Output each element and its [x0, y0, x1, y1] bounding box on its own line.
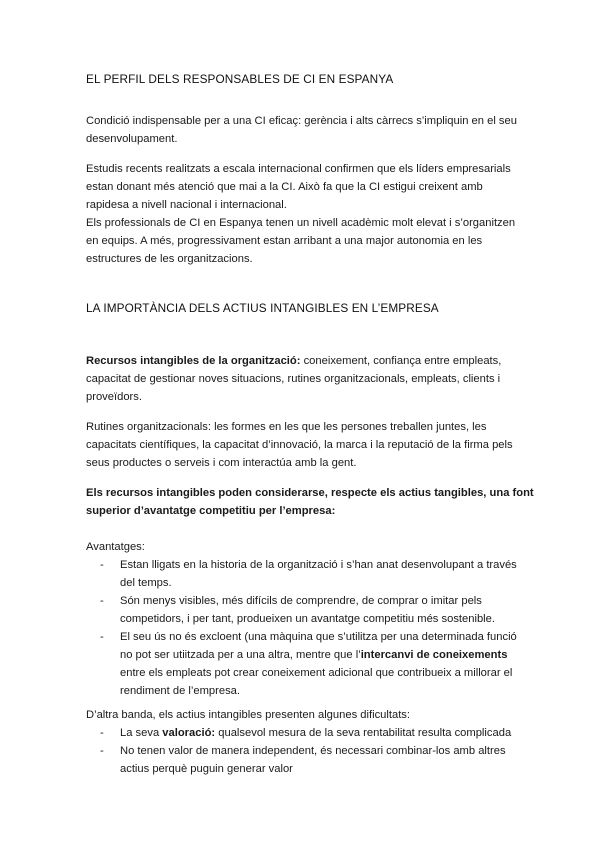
text-line: en equips. A més, progressivament estan arribant a una major autonomia en les — [86, 235, 483, 247]
text-fragment: qualsevol mesura de la seva rentabilitat resulta complicada — [215, 727, 512, 739]
text-line: seus productes o serveis i com interactúa amb la gent. — [86, 457, 357, 469]
bold-term: intercanvi de coneixements — [360, 649, 508, 661]
paragraph-condicio — [86, 112, 526, 148]
text-line: - No tenen valor de manera independent, és necessari combinar-los amb altres — [120, 745, 506, 757]
list-item — [86, 556, 526, 592]
text-line: proveïdors. — [86, 391, 142, 403]
difficulties-title: D’altra banda, els actius intangibles presenten algunes dificultats: — [86, 709, 411, 721]
text-line: rapidesa a nivell nacional i internacional. — [86, 199, 287, 211]
text-line: competidors, i per tant, produeixen un avantatge competitiu més sostenible. — [120, 613, 495, 625]
list-item — [86, 592, 526, 628]
text-line — [120, 724, 526, 742]
text-line: actius perquè puguin generar valor — [120, 763, 293, 775]
text-line: estructures de les organitzacions. — [86, 253, 253, 265]
text-line: Rutines organitzacionals: les formes en les que les persones treballen juntes, les — [86, 421, 487, 433]
text-fragment: La seva — [120, 727, 163, 739]
text-line: - El seu ús no és excloent (una màquina que s’utilitza per una determinada funció — [120, 631, 517, 643]
advantages-list — [86, 556, 526, 700]
text-line: superior d’avantatge competitiu per l’empresa: — [86, 505, 336, 517]
bold-term: Recursos intangibles de la organització: — [86, 355, 301, 367]
list-item — [86, 628, 526, 700]
paragraph-font-avantatge — [86, 484, 534, 520]
list-item — [86, 742, 526, 778]
text-line: - Estan lligats en la historia de la organització i s’han anat desenvolupant a través — [120, 559, 517, 571]
paragraph-rutines — [86, 418, 526, 472]
text-line: capacitats científiques, la capacitat d’innovació, la marca i la reputació de la firma pels — [86, 439, 513, 451]
text-line: Els recursos intangibles poden considerarse, respecte els actius tangibles, una font — [86, 487, 534, 499]
text-line: del temps. — [120, 577, 172, 589]
paragraph-professionals — [86, 214, 526, 268]
difficulties-list — [86, 724, 526, 778]
text-fragment: no pot ser utiitzada per a una altra, mentre que l’ — [120, 649, 361, 661]
heading-perfil-responsables: EL PERFIL DELS RESPONSABLES DE CI EN ESPANYA — [86, 72, 394, 86]
text-line: capacitat de gestionar noves situacions, rutines organitzacionals, empleats, clients i — [86, 373, 501, 385]
text-line — [120, 646, 526, 664]
advantages-title: Avantatges: — [86, 541, 145, 553]
paragraph-estudis — [86, 160, 526, 214]
paragraph-recursos-intangibles — [86, 352, 526, 406]
text-line: rendiment de l’empresa. — [120, 685, 241, 697]
heading-importancia-actius: LA IMPORTÀNCIA DELS ACTIUS INTANGIBLES EN L’EMPRESA — [86, 301, 439, 315]
text-line — [86, 352, 526, 370]
text-line: Condició indispensable per a una CI eficaç: gerència i alts càrrecs s’impliquin en el seu — [86, 115, 517, 127]
text-line: - Són menys visibles, més difícils de comprendre, de comprar o imitar pels — [120, 595, 482, 607]
text-line: Estudis recents realitzats a escala internacional confirmen que els líders empresarials — [86, 163, 511, 175]
text-line: Els professionals de CI en Espanya tenen un nivell acadèmic molt elevat i s’organitzen — [86, 217, 516, 229]
text-fragment: coneixement, confiança entre empleats, — [300, 355, 502, 367]
text-line: desenvolupament. — [86, 133, 178, 145]
list-item — [86, 724, 526, 742]
bold-term: valoració: — [162, 727, 216, 739]
text-line: estan donant més atenció que mai a la CI. Això fa que la CI estigui creixent amb — [86, 181, 483, 193]
text-line: entre els empleats pot crear coneixement adicional que contribueix a millorar el — [120, 667, 513, 679]
